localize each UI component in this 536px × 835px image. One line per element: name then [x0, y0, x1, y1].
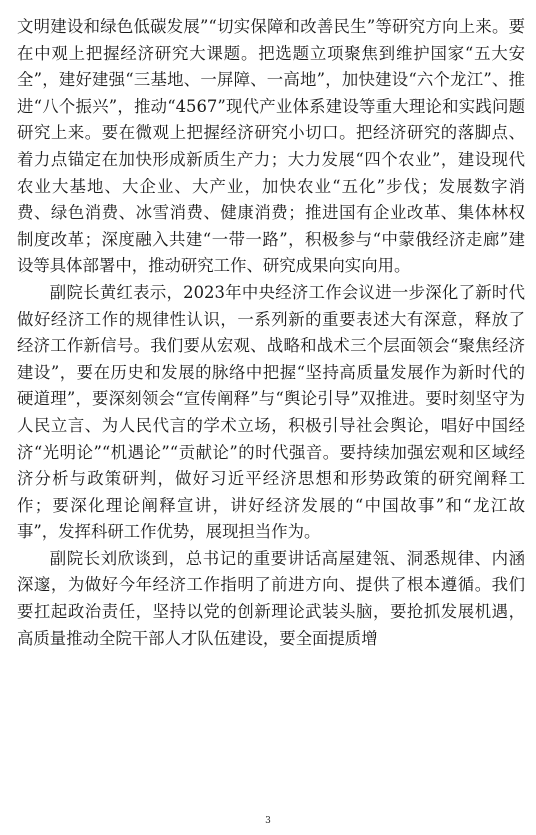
- body-text: [17, 14, 525, 652]
- paragraph-huang-hong: 副院长黄红表示，2023年中央经济工作会议进一步深化了新时代做好经济工作的规律性认识，一系列新的重要表述大有深意，释放了经济工作新信号。我们要从宏观、战略和战术三个层面领会“聚焦经济建设”，要在历史和发展的脉络中把握“坚持高质量发展作为新时代的硬道理”，要深刻领会“宣传阐释”与“舆论引导”双推进。要时刻坚守为人民立言、为人民代言的学术立场，积极引导社会舆论，唱好中国经济“光明论”“机遇论”“贡献论”的时代强音。要持续加强宏观和区域经济分析与政策研判，做好习近平经济思想和形势政策的研究阐释工作；要深化理论阐释宣讲，讲好经济发展的“中国故事”和“龙江故事”，发挥科研工作优势，展现担当作为。: [17, 282, 525, 542]
- paragraph-liu-xin: 副院长刘欣谈到，总书记的重要讲话高屋建瓴、洞悉规律、内涵深邃，为做好今年经济工作指明了前进方向、提供了根本遵循。我们要扛起政治责任，坚持以党的创新理论武装头脑，要抢抓发展机遇，高质量推动全院干部人才队伍建设，要全面提质增: [17, 548, 525, 648]
- paragraph-continued: 文明建设和绿色低碳发展”“切实保障和改善民生”等研究方向上来。要在中观上把握经济研究大课题。把选题立项聚焦到维护国家“五大安全”，建好建强“三基地、一屏障、一高地”，加快建设“六个龙江”、推进“八个振兴”，推动“4567”现代产业体系建设等重大理论和实践问题研究上来。要在微观上把握经济研究小切口。把经济研究的落脚点、着力点锚定在加快形成新质生产力；大力发展“四个农业”，建设现代农业大基地、大企业、大产业，加快农业“五化”步伐；发展数字消费、绿色消费、冰雪消费、健康消费；推进国有企业改革、集体林权制度改革；深度融入共建“一带一路”，积极参与“中蒙俄经济走廊”建设等具体部署中，推动研究工作、研究成果向实向用。: [17, 17, 525, 276]
- page-number: 3: [265, 816, 271, 826]
